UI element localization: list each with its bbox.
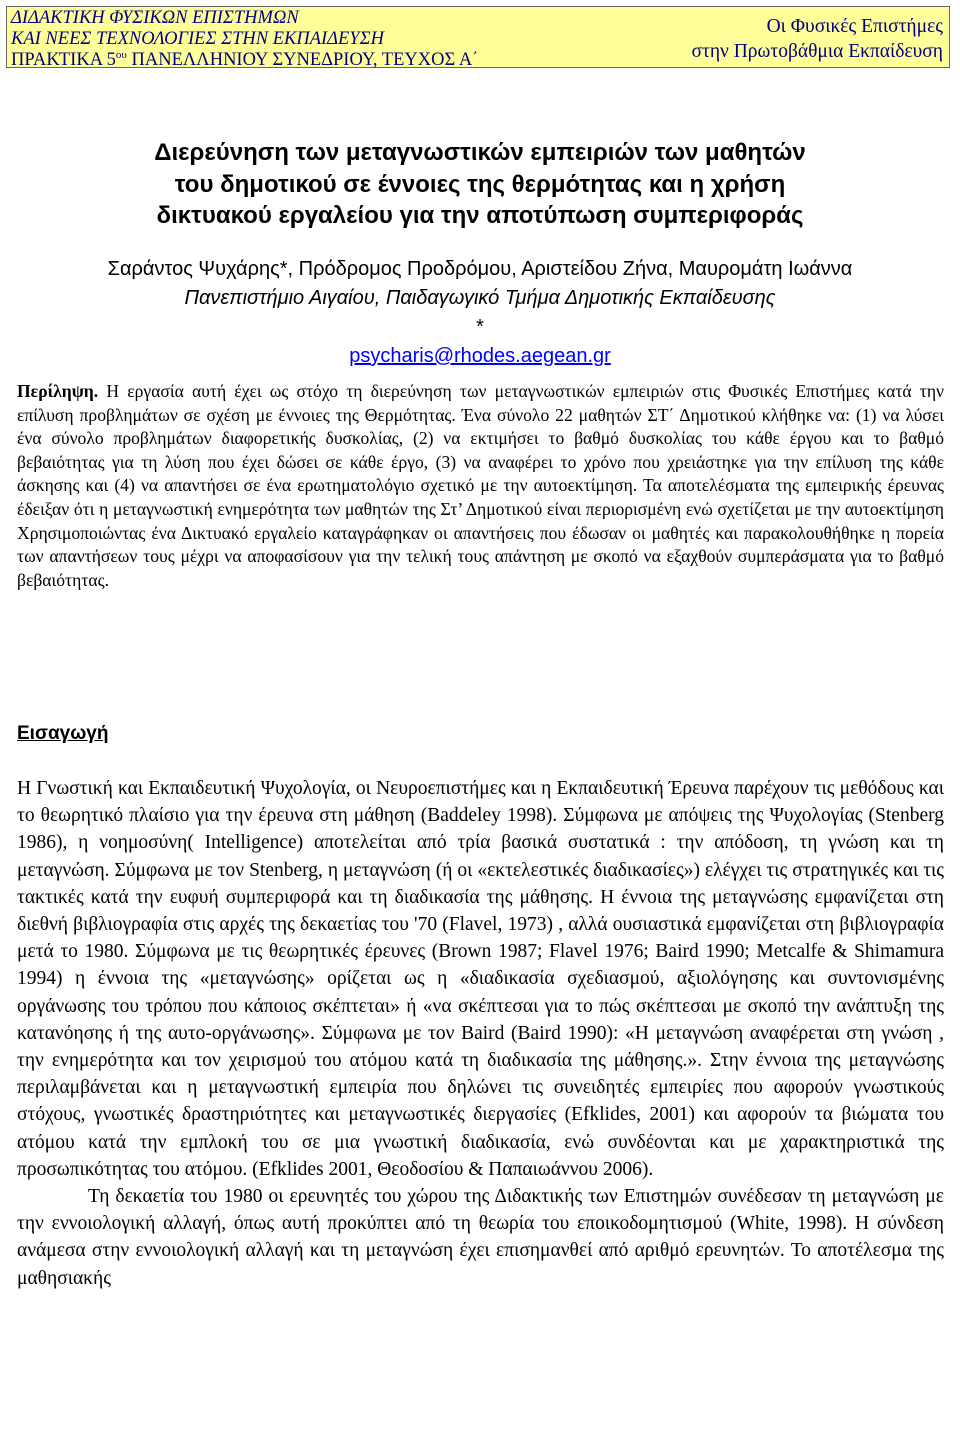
header-proceedings-sup: ου — [115, 49, 127, 61]
author-block — [0, 255, 960, 371]
paper-title-line2: του δημοτικού σε έννοιες της θερμότητας και η χρήση — [174, 170, 786, 198]
header-proceedings-post: ΠΑΝΕΛΛΗΝΙΟΥ ΣΥΝΕΔΡΙΟΥ, ΤΕΥΧΟΣ Α΄ — [126, 50, 479, 70]
section-heading-introduction: Εισαγωγή — [17, 723, 109, 744]
header-proceedings-info — [11, 8, 631, 71]
abstract-text: Η εργασία αυτή έχει ως στόχο τη διερεύνηση των μεταγνωστικών εμπειριών στις Φυσικές Επιστήμες κατά την επίλυση προβλημάτων σε σχέση με έννοιες της Θερμότητας. Ένα σύνολο 22 μαθητών ΣΤ΄ Δημοτικού κλήθηκε να: (1) να λύσει ένα σύνολο προβλημάτων διαφορετικής δυσκολίας, (2) να εκτιμήσει το βαθμό δυσκολίας του κάθε έργου και το βαθμό βεβαιότητας για τη λύση που έχει δώσει σε κάθε έργο, (3) να αναφέρει το χρόνο που χρειάστηκε για την επίλυση της κάθε άσκησης και (4) να απαντήσει σε ένα ερωτηματολόγιο σχετικό με την αυτοεκτίμηση. Τα αποτελέσματα της εμπειρικής έρευνας έδειξαν ότι η μεταγνωστική ενημερότητα των μαθητών της Στ’ Δημοτικού είναι περιορισμένη ενώ σχετίζεται με την αυτοεκτίμηση Χρησιμοποιώντας ένα Δικτυακό εργαλείο καταγράφηκαν οι απαντήσεις που έδωσαν οι μαθητές και παρακολουθήθηκε η πορεία των απαντήσεων τους μέχρι να αποφασίσουν για την τελική τους απάντηση με σκοπό να εξαχθούν συμπεράσματα για το βαθμό βεβαιότητας. — [17, 381, 944, 590]
paper-title-line3: δικτυακού εργαλείου για την αποτύπωση συμπεριφοράς — [156, 202, 804, 229]
abstract — [17, 380, 944, 592]
header-section-line2: στην Πρωτοβάθμια Εκπαίδευση — [691, 41, 943, 62]
header-journal-line1: ΔΙΔΑΚΤΙΚΗ ΦΥΣΙΚΩΝ ΕΠΙΣΤΗΜΩΝ — [11, 8, 299, 28]
author-names: Σαράντος Ψυχάρης*, Πρόδρομος Προδρόμου, Αριστείδου Ζήνα, Μαυρομάτη Ιωάννα — [107, 258, 853, 280]
introduction-paragraph-2: Τη δεκαετία του 1980 οι ερευνητές του χώρου της Διδακτικής των Επιστημών συνέδεσαν τη μεταγνώση με την εννοιολογική αλλαγή, όπως αυτή προκύπτει από τη θεωρία του εποικοδομητισμού (White, 1998). Η σύνδεση ανάμεσα στην εννοιολογική αλλαγή και τη μεταγνώση έχει επισημανθεί από αριθμό ερευνητών. Το αποτέλεσμα της μαθησιακής — [17, 1186, 944, 1289]
header-section-title — [691, 14, 943, 64]
paper-title — [0, 137, 960, 232]
header-proceedings-pre: ΠΡΑΚΤΙΚΑ 5 — [11, 50, 116, 70]
author-affiliation: Πανεπιστήμιο Αιγαίου, Παιδαγωγικό Τμήμα Δημοτικής Εκπαίδευσης — [184, 287, 776, 309]
header-section-line1: Οι Φυσικές Επιστήμες — [766, 16, 943, 37]
author-email-link[interactable]: psycharis@rhodes.aegean.gr — [349, 345, 611, 367]
running-header — [6, 6, 950, 68]
abstract-label: Περίληψη. — [17, 381, 99, 401]
header-journal-line2: ΚΑΙ ΝΕΕΣ ΤΕΧΝΟΛΟΓΙΕΣ ΣΤΗΝ ΕΚΠΑΙΔΕΥΣΗ — [11, 29, 384, 49]
paper-title-line1: Διερεύνηση των μεταγνωστικών εμπειριών των μαθητών — [154, 139, 806, 166]
author-email-line — [0, 313, 960, 371]
email-asterisk: * — [476, 316, 484, 338]
introduction-body — [17, 775, 944, 1292]
header-proceedings-line — [11, 50, 631, 71]
introduction-paragraph-1: Η Γνωστική και Εκπαιδευτική Ψυχολογία, οι Νευροεπιστήμες και η Εκπαιδευτική Έρευνα παρέχουν τις μεθόδους και το θεωρητικό πλαίσιο για την έρευνα στη μάθηση (Baddeley 1998). Σύμφωνα με απόψεις της Ψυχολογίας (Stenberg 1986), η νοημοσύνη( Intelligence) αποτελείται από τρία βασικά συστατικά : την απόδοση, τη γνώση και τη μεταγνώση. Σύμφωνα με τον Stenberg, η μεταγνώση (ή οι «εκτελεστικές διαδικασίες») ελέγχει τις στρατηγικές και τις τακτικές κατά την ευφυή συμπεριφορά και τη διαδικασία της μάθησης. Η έννοια της μεταγνώσης εμφανίζεται στη διεθνή βιβλιογραφία στις αρχές της δεκαετίας του '70 (Flavel, 1973) , αλλά ουσιαστικά εμφανίζεται στη βιβλιογραφία μετά το 1980. Σύμφωνα με τις θεωρητικές έρευνες (Brown 1987; Flavel 1976; Baird 1990; Metcalfe & Shimamura 1994) η έννοια της «μεταγνώσης» ορίζεται ως η «διαδικασία σχεδιασμού, αξιολόγησης και συντονισμένης οργάνωσης του τρόπου που κάποιος σκέπτεται» ή «να σκέπτεσαι για το πώς σκέπτεσαι με σκοπό την ανάπτυξη της κατανόησης ή της αυτο-οργάνωσης». Σύμφωνα με τον Baird (Baird 1990): «Η μεταγνώση αναφέρεται στη γνώση , την ενημερότητα και τον χειρισμού του ατόμου κατά τη διαδικασία της μάθησης.». Στην έννοια της μεταγνώσης περιλαμβάνεται και η μεταγνωστική εμπειρία που δηλώνει τις συνειδητές εμπειρίες που αφορούν γνωστικούς στόχους, γνωστικές δραστηριότητες και μεταγνωστικές διεργασίες (Efklides, 2001) και αφορούν τα βιώματα του ατόμου κατά την εμπλοκή του σε μια γνωστική διαδικασία, ενώ συνδέονται και με χαρακτηριστικά της προσωπικότητας του ατόμου. (Efklides 2001, Θεοδοσίου & Παπαιωάννου 2006). — [17, 778, 944, 1180]
